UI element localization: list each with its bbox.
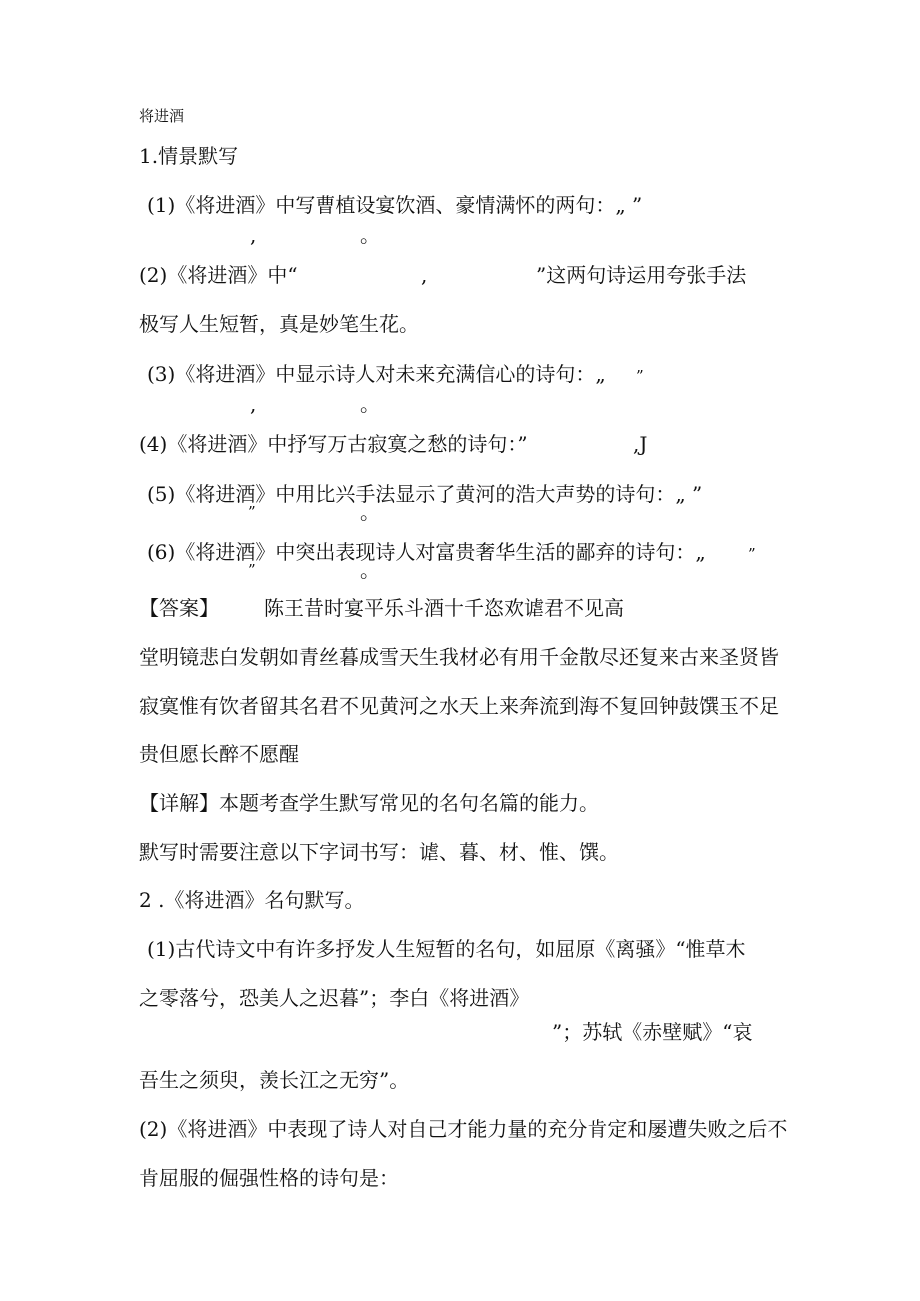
blank-comma: ,	[250, 392, 257, 416]
question-2-1-line-1: (1)古代诗文中有许多抒发人生短暂的名句，如屈原《离骚》“惟草木	[147, 937, 746, 961]
question-1-3: (3)《将进酒》中显示诗人对未来充满信心的诗句：„	[147, 362, 606, 386]
answer-label: 【答案】	[139, 596, 219, 620]
quote-mark: ”	[248, 503, 256, 521]
question-1-5: (5)《将进酒》中用比兴手法显示了黄河的浩大声势的诗句：„ ”	[147, 482, 703, 506]
question-1-2-start: (2)《将进酒》中“	[139, 263, 298, 287]
question-1-2-cont: 极写人生短暂，真是妙笔生花。	[139, 312, 419, 336]
question-1-1: (1)《将进酒》中写曹植设宴饮酒、豪情满怀的两句：„ ”	[147, 193, 643, 217]
blank-period: 。	[360, 558, 380, 582]
blank-mark: ,J	[633, 432, 648, 456]
question-1-4: (4)《将进酒》中抒写万古寂寞之愁的诗句：”	[139, 432, 528, 456]
question-1-6: (6)《将进酒》中突出表现诗人对富贵奢华生活的鄙弃的诗句：„	[147, 540, 706, 564]
blank-period: 。	[360, 223, 380, 247]
question-2-1-line-4: 吾生之须臾，羡长江之无穷”。	[139, 1068, 410, 1092]
blank-comma: ,	[250, 223, 257, 247]
explanation-line-2: 默写时需要注意以下字词书写：谑、暮、材、惟、馔。	[139, 840, 619, 864]
blank-comma: ,	[421, 263, 428, 287]
question-1-2-end: ”这两句诗运用夸张手法	[536, 263, 747, 287]
quote-mark: ”	[748, 545, 756, 563]
question-2-2-line-2: 肯屈服的倔强性格的诗句是：	[139, 1166, 399, 1190]
explanation-line-1: 【详解】本题考查学生默写常见的名句名篇的能力。	[139, 791, 599, 815]
doc-title: 将进酒	[139, 107, 185, 125]
answer-line-3: 寂寞惟有饮者留其名君不见黄河之水天上来奔流到海不复回钟鼓馔玉不足	[139, 694, 779, 718]
question-2-2-line-1: (2)《将进酒》中表现了诗人对自己才能力量的充分肯定和屡遭失败之后不	[139, 1117, 788, 1141]
answer-line-1: 陈王昔时宴平乐斗酒十千恣欢谑君不见高	[264, 596, 624, 620]
blank-period: 。	[360, 392, 380, 416]
question-2-1-line-2: 之零落兮，恐美人之迟暮”；李白《将进酒》	[139, 986, 530, 1010]
answer-line-2: 堂明镜悲白发朝如青丝暮成雪天生我材必有用千金散尽还复来古来圣贤皆	[139, 645, 779, 669]
blank-period: 。	[360, 500, 380, 524]
quote-mark: ”	[636, 367, 644, 385]
section-1-heading: 1.情景默写	[139, 144, 239, 168]
answer-line-4: 贵但愿长醉不愿醒	[139, 742, 299, 766]
quote-mark: ”	[248, 561, 256, 579]
section-2-heading: 2 .《将进酒》名句默写。	[139, 888, 365, 912]
question-2-1-line-3: ”；苏轼《赤壁赋》“哀	[552, 1020, 753, 1044]
